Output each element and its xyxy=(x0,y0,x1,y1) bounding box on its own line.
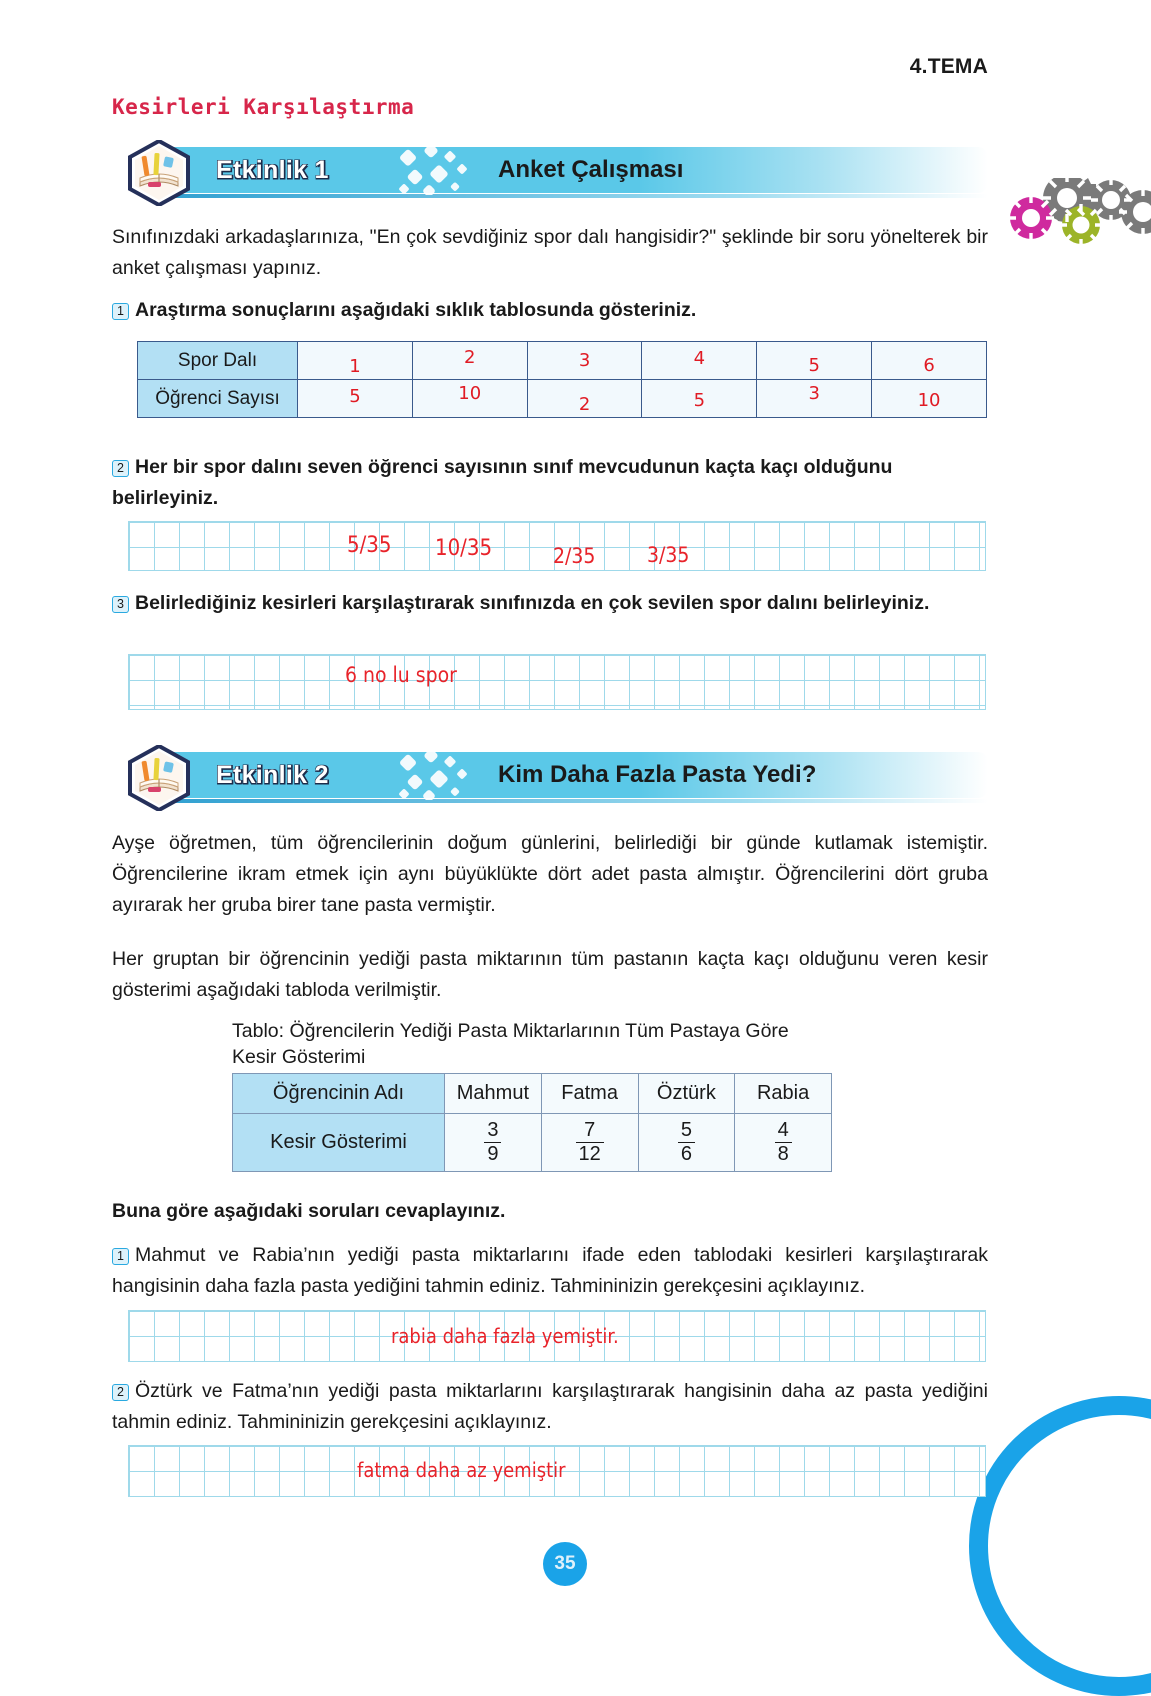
fraction xyxy=(484,1120,501,1165)
table-row xyxy=(233,1114,832,1172)
cell-fraction-3 xyxy=(735,1114,832,1172)
cell-name-2: Öztürk xyxy=(638,1074,735,1114)
a2q2-answer: fatma daha az yemiştir xyxy=(357,1458,566,1482)
fraction-numerator: 4 xyxy=(777,1118,789,1141)
gears-decoration xyxy=(991,178,1151,264)
row-header-spor-dali: Spor Dalı xyxy=(138,342,298,380)
row-header-ogrenci-sayisi: Öğrenci Sayısı xyxy=(138,380,298,418)
activity2-banner xyxy=(128,750,988,802)
q3-number-badge: 3 xyxy=(112,596,129,613)
cell-spor-1 xyxy=(298,342,413,380)
table-row xyxy=(138,342,987,380)
cell-fraction-2 xyxy=(638,1114,735,1172)
hw-sayi-4: 5 xyxy=(693,389,706,411)
cell-fraction-0 xyxy=(445,1114,542,1172)
pasta-fraction-table xyxy=(232,1073,832,1172)
row-header-kesir-gosterimi: Kesir Gösterimi xyxy=(233,1114,445,1172)
tema-label: 4.TEMA xyxy=(909,55,988,78)
activity1-heading: Anket Çalışması xyxy=(498,156,684,183)
a2q1-answer: rabia daha fazla yemiştir. xyxy=(391,1324,619,1348)
fraction-numerator: 7 xyxy=(584,1118,596,1141)
activity2-q2-answer-grid[interactable] xyxy=(128,1445,986,1497)
cell-sayi-4 xyxy=(642,380,757,418)
a2q1-number-badge: 1 xyxy=(112,1248,129,1265)
table-row xyxy=(233,1074,832,1114)
notebook-badge-icon xyxy=(128,745,190,811)
a2q1-text: Mahmut ve Rabia’nın yediği pasta miktarlarını ifade eden tablodaki kesirleri karşılaştırarak hangisinin daha fazla pasta yediğini tahmin ediniz. Tahmininizin gerekçesini açıklayınız. xyxy=(112,1244,988,1297)
cell-spor-4 xyxy=(642,342,757,380)
fraction-numerator: 3 xyxy=(487,1118,499,1141)
fraction xyxy=(576,1120,604,1165)
a2q2-text: Öztürk ve Fatma’nın yediği pasta miktarlarını karşılaştırarak hangisinin daha az pasta yediğini tahmin ediniz. Tahmininizin gerekçesini açıklayınız. xyxy=(112,1380,988,1433)
q2-answer-0: 5/35 xyxy=(347,533,392,558)
cell-spor-5 xyxy=(757,342,872,380)
row-header-ogrencinin-adi: Öğrencinin Adı xyxy=(233,1074,445,1114)
q1-text: Araştırma sonuçlarını aşağıdaki sıklık tablosunda gösteriniz. xyxy=(135,299,697,321)
hw-spor-1: 1 xyxy=(349,355,361,377)
activity1-intro: Sınıfınızdaki arkadaşlarınıza, "En çok sevdiğiniz spor dalı hangisidir?" şeklinde bir soru yönelterek bir anket çalışması yapınız. xyxy=(112,226,988,279)
activity1-q3 xyxy=(112,588,988,619)
activity2-para1: Ayşe öğretmen, tüm öğrencilerinin doğum günlerini, belirlediği bir günde kutlamak istemiştir. Öğrencilerine ikram etmek için aynı büyüklükte dört adet pasta almıştır. Öğrencilerini dört gruba ayırarak her gruba birer tane pasta vermiştir. xyxy=(112,832,988,916)
q3-text: Belirlediğiniz kesirleri karşılaştırarak sınıfınızda en çok sevilen spor dalını belirleyiniz. xyxy=(135,592,930,614)
hw-sayi-2: 10 xyxy=(458,382,482,404)
cell-spor-2 xyxy=(412,342,527,380)
hw-spor-2: 2 xyxy=(464,346,476,368)
fraction-denominator: 8 xyxy=(775,1142,792,1165)
cell-sayi-6 xyxy=(872,380,987,418)
notebook-badge-icon xyxy=(128,140,190,206)
a2q2-number-badge: 2 xyxy=(112,1384,129,1401)
activity1-badge-label: Etkinlik 1 xyxy=(216,156,329,184)
hw-spor-5: 5 xyxy=(808,354,820,376)
hw-spor-3: 3 xyxy=(578,349,591,371)
q2-answer-3: 3/35 xyxy=(647,543,690,567)
cell-fraction-1 xyxy=(541,1114,638,1172)
blue-ring-decoration xyxy=(969,1396,1151,1696)
hw-sayi-3: 2 xyxy=(578,393,591,415)
cell-name-3: Rabia xyxy=(735,1074,832,1114)
activity2-heading: Kim Daha Fazla Pasta Yedi? xyxy=(498,761,817,788)
activity2-prompt: Buna göre aşağıdaki soruları cevaplayınız. xyxy=(112,1200,506,1222)
activity2-q1 xyxy=(112,1240,988,1302)
fraction-numerator: 5 xyxy=(680,1118,692,1141)
activity1-q3-answer-grid[interactable] xyxy=(128,654,986,710)
q2-number-badge: 2 xyxy=(112,460,129,477)
fraction-denominator: 9 xyxy=(484,1142,501,1165)
activity1-q1 xyxy=(112,295,988,326)
cell-sayi-1 xyxy=(298,380,413,418)
activity1-banner xyxy=(128,145,988,197)
page-title: Kesirleri Karşılaştırma xyxy=(112,95,415,119)
q2-answer-1: 10/35 xyxy=(435,536,493,561)
cell-name-0: Mahmut xyxy=(445,1074,542,1114)
fraction xyxy=(678,1120,695,1165)
activity1-q2 xyxy=(112,452,988,514)
q1-number-badge: 1 xyxy=(112,303,129,320)
hw-spor-4: 4 xyxy=(693,347,706,369)
activity1-q2-answer-grid[interactable] xyxy=(128,521,986,571)
cell-spor-6 xyxy=(872,342,987,380)
table-row xyxy=(138,380,987,418)
frequency-table xyxy=(137,341,987,418)
cell-sayi-3 xyxy=(527,380,642,418)
q3-answer: 6 no lu spor xyxy=(345,663,457,687)
hw-sayi-5: 3 xyxy=(808,382,820,404)
cell-sayi-5 xyxy=(757,380,872,418)
activity2-badge-label: Etkinlik 2 xyxy=(216,761,329,789)
hw-sayi-1: 5 xyxy=(349,385,361,407)
activity2-q1-answer-grid[interactable] xyxy=(128,1310,986,1362)
fraction-denominator: 6 xyxy=(678,1142,695,1165)
q2-text: Her bir spor dalını seven öğrenci sayısının sınıf mevcudunun kaçta kaçı olduğunu belirleyiniz. xyxy=(112,456,893,509)
fraction xyxy=(775,1120,792,1165)
cell-name-1: Fatma xyxy=(541,1074,638,1114)
activity2-para2: Her gruptan bir öğrencinin yediği pasta miktarının tüm pastanın kaçta kaçı olduğunu veren kesir gösterimi aşağıdaki tabloda verilmiştir. xyxy=(112,948,988,1001)
q2-answer-2: 2/35 xyxy=(553,544,596,568)
fraction-denominator: 12 xyxy=(576,1142,604,1165)
banner-underline xyxy=(156,194,988,198)
cell-spor-3 xyxy=(527,342,642,380)
hw-spor-6: 6 xyxy=(923,354,935,376)
hw-sayi-6: 10 xyxy=(917,389,941,411)
cell-sayi-2 xyxy=(412,380,527,418)
activity2-q2 xyxy=(112,1376,988,1438)
page-number: 35 xyxy=(543,1542,587,1586)
pasta-table-caption: Tablo: Öğrencilerin Yediği Pasta Miktarlarının Tüm Pastaya Göre Kesir Gösterimi xyxy=(232,1020,789,1068)
banner-underline xyxy=(156,799,988,803)
